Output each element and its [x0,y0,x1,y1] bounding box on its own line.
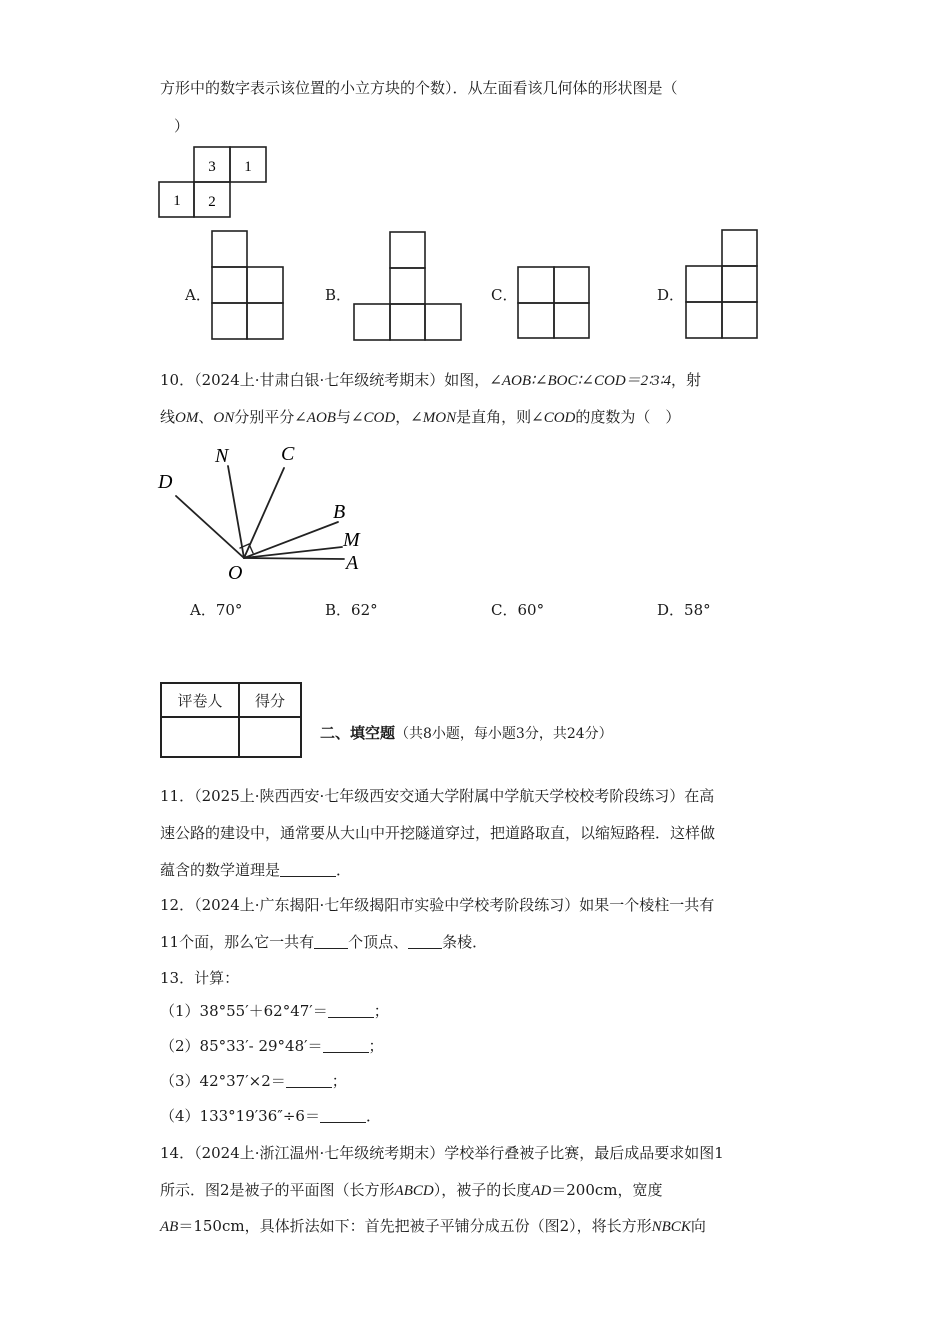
q10-text: 分别平分 [234,408,295,426]
q13-item-number: （3） [160,1072,200,1090]
q11-line3 [160,860,351,880]
q13-item-2 [160,1036,384,1056]
q13-item-expression: 38°55′＋62°47′＝ [199,1002,328,1020]
q13-item-expression: 133°19′36″÷6＝ [199,1107,320,1125]
q13-item-1 [160,1001,389,1021]
q13-answer-blank-1[interactable] [328,1003,374,1018]
angle-aob: ∠AOB [294,410,336,426]
q12-vertices-blank[interactable] [314,934,348,949]
q9-option-c-label[interactable]: C． [491,286,518,304]
score-header-grader: 评卷人 [161,683,239,717]
q10-text: 是直角，则 [456,408,532,426]
q10-angle-figure [150,438,380,588]
ray-on [228,466,244,558]
q14-line1: 14．（2024上·浙江温州·七年级统考期末）学校举行叠被子比赛，最后成品要求如图1 [160,1144,724,1162]
q14-line2 [160,1180,663,1201]
score-table [160,682,302,758]
q10-option-c[interactable]: C．60° [491,601,545,619]
q13-answer-blank-2[interactable] [323,1038,369,1053]
grid-number: 1 [244,159,252,175]
q12-line2 [160,932,487,952]
q12-text: 条棱． [442,933,488,951]
q10-text: 、 [198,408,214,426]
section-2-title: 二、填空题 [320,724,396,742]
q13-item-end: ； [368,1037,384,1055]
q13-title: 13．计算： [160,969,240,987]
q11-text: 蕴含的数学道理是 [160,861,281,879]
q9-option-d-figure[interactable] [685,229,759,341]
q10-option-d[interactable]: D．58° [657,601,711,619]
grid-number: 2 [208,194,216,210]
ray-od [176,496,244,558]
q9-option-d-label[interactable]: D． [657,286,685,304]
label-a: A [346,552,359,574]
q9-option-b-label[interactable]: B． [325,286,352,304]
q10-number: 10． [160,371,195,389]
q14-text: 所示．图2是被子的平面图（长方形 [160,1181,395,1199]
label-n: N [215,445,229,467]
q13-item-end: ； [373,1002,389,1020]
section-2-heading [320,723,613,744]
q9-option-a-figure[interactable] [211,230,285,340]
label-m: M [343,529,360,551]
q10-text: 与 [335,408,351,426]
label-d: D [158,471,173,493]
q13-item-number: （2） [160,1037,200,1055]
q11-line1: 11．（2025上·陕西西安·七年级西安交通大学附属中学航天学校校考阶段练习）在高 [160,787,715,805]
q14-text: ），被子的长度 [433,1181,532,1199]
q10-after-ratio: ，射 [670,371,701,389]
angle-cod: ∠COD [350,410,396,426]
q10-source: （2024上·甘肃白银·七年级统考期末）如图， [194,371,490,389]
angle-mon: ∠MON [410,410,457,426]
q13-item-end: ； [331,1072,347,1090]
q10-line1 [160,370,701,391]
q14-text: ＝200cm，宽度 [551,1181,663,1199]
q12-text: 个顶点、 [348,933,409,951]
q13-item-end: ． [365,1107,381,1125]
q11-end: ． [336,861,352,879]
q9-line1: 方形中的数字表示该位置的小立方块的个数）．从左面看该几何体的形状图是（ [160,79,678,97]
label-c: C [281,443,295,465]
q9-line2: ） [174,117,190,135]
rect-nbck: NBCK [651,1219,691,1235]
q10-line2 [160,407,680,428]
score-header-score: 得分 [239,683,301,717]
score-cell-score[interactable] [239,717,301,757]
score-cell-grader[interactable] [161,717,239,757]
grid-number: 1 [173,193,181,209]
q11-answer-blank[interactable] [280,862,336,877]
section-2-note: （共8小题，每小题3分，共24分） [395,726,613,742]
q9-option-c-figure[interactable] [517,266,591,340]
q13-item-number: （4） [160,1107,200,1125]
q12-edges-blank[interactable] [408,934,442,949]
rect-abcd: ABCD [394,1183,434,1199]
q9-option-a-label[interactable]: A． [185,286,211,304]
q13-item-3 [160,1071,347,1091]
q9-top-view-grid [158,146,270,220]
q10-text: 的度数为（ ） [575,408,681,426]
q13-item-number: （1） [160,1002,200,1020]
q10-option-a[interactable]: A．70° [190,601,243,619]
q11-line2: 速公路的建设中，通常要从大山中开挖隧道穿过，把道路取直，以缩短路程．这样做 [160,824,716,842]
q13-answer-blank-4[interactable] [320,1108,366,1123]
q13-item-expression: 42°37′×2＝ [199,1072,286,1090]
q14-line3 [160,1216,706,1237]
q12-text: 11个面，那么它一共有 [160,933,315,951]
ray-om: OM [175,410,199,426]
segment-ab: AB [160,1219,179,1235]
q10-option-b[interactable]: B．62° [325,601,378,619]
q10-text: ， [395,408,411,426]
ray-on: ON [213,410,235,426]
q14-text: 向 [690,1217,706,1235]
segment-ad: AD [531,1183,552,1199]
q13-item-expression: 85°33′- 29°48′＝ [199,1037,323,1055]
ray-oa [244,558,344,559]
q14-text: ＝150cm，具体折法如下：首先把被子平铺分成五份（图2），将长方形 [178,1217,652,1235]
q10-ratio: ∠AOB∶∠BOC∶∠COD＝2∶3∶4 [489,373,671,389]
q13-item-4 [160,1106,381,1126]
q9-option-b-figure[interactable] [353,231,463,341]
q13-answer-blank-3[interactable] [286,1073,332,1088]
label-o: O [228,562,243,584]
angle-cod-2: ∠COD [531,410,576,426]
label-b: B [333,501,346,523]
grid-number: 3 [208,159,216,175]
q10-text: 线 [160,408,176,426]
q12-line1: 12．（2024上·广东揭阳·七年级揭阳市实验中学校考阶段练习）如果一个棱柱一共有 [160,896,715,914]
